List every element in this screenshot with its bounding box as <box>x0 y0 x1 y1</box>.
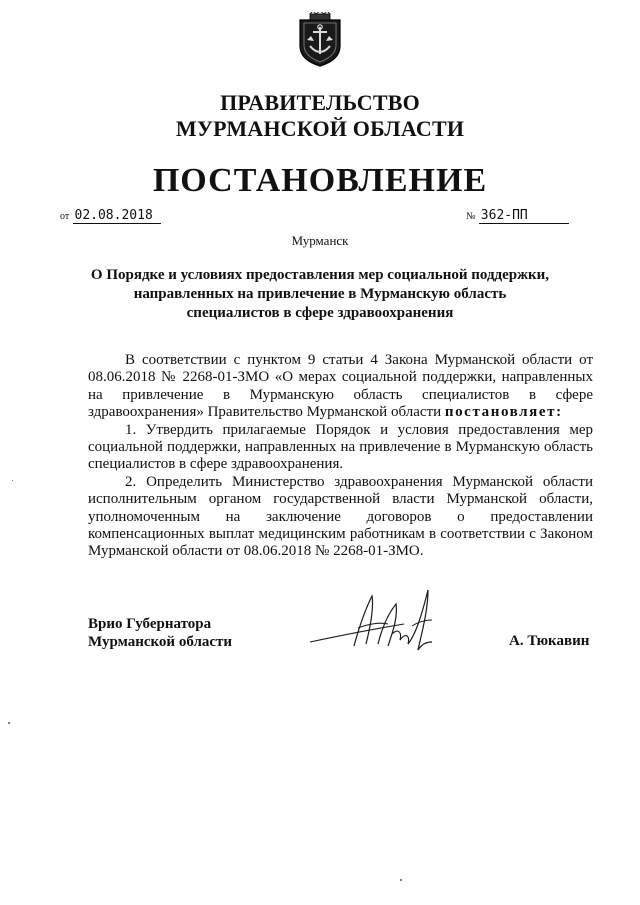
document-date-field <box>60 206 161 226</box>
document-number-field <box>466 206 569 226</box>
document-subject <box>80 266 560 323</box>
decree-word: постановляет: <box>444 404 563 421</box>
scan-speck <box>12 480 13 481</box>
government-title-line1: ПРАВИТЕЛЬСТВО <box>220 90 420 115</box>
handwritten-signature <box>308 584 438 664</box>
date-prefix: от <box>60 211 70 222</box>
coat-of-arms-emblem <box>297 12 343 68</box>
item-2-paragraph: 2. Определить Министерство здравоохранения Мурманской области исполнительным органом государственной власти Мурманской области, уполномоченным на заключение договоров о предоставлении компенсационных выплат медицинским работникам в соответствии с Законом Мурманской области от 08.06.2018 № 2268-01-ЗМО. <box>88 473 593 560</box>
item-1-paragraph: 1. Утвердить прилагаемые Порядок и условия предоставления мер социальной поддержки, направленных на привлечение в Мурманскую область специалистов в сфере здравоохранения. <box>88 421 593 473</box>
subject-line1: О Порядке и условиях предоставления мер социальной поддержки, <box>90 267 550 283</box>
intro-text: В соответствии с пунктом 9 статьи 4 Закона Мурманской области от 08.06.2018 № 2268-01-ЗМО «О мерах социальной поддержки, направленных на привлечение в Мурманскую область специалистов в сфере здравоохранения» Правительство Мурманской области <box>88 352 593 421</box>
document-type-title: ПОСТАНОВЛЕНИЕ <box>152 162 488 199</box>
government-title-line2: МУРМАНСКОЙ ОБЛАСТИ <box>175 116 465 141</box>
document-number: 362-ПП <box>479 208 569 224</box>
signer-position-line2: Мурманской области <box>88 633 233 650</box>
subject-line2: направленных на привлечение в Мурманскую область <box>133 286 507 302</box>
number-prefix: № <box>466 211 476 222</box>
scan-speck <box>400 879 402 881</box>
signer-position <box>88 616 232 651</box>
signer-position-line1: Врио Губернатора <box>88 616 212 632</box>
intro-paragraph <box>88 352 593 422</box>
scan-speck <box>8 722 10 724</box>
document-body <box>88 352 593 561</box>
subject-line3: специалистов в сфере здравоохранения <box>186 305 454 321</box>
city-name: Мурманск <box>291 233 349 248</box>
signer-name: А. Тюкавин <box>509 633 590 649</box>
document-date: 02.08.2018 <box>73 208 161 224</box>
